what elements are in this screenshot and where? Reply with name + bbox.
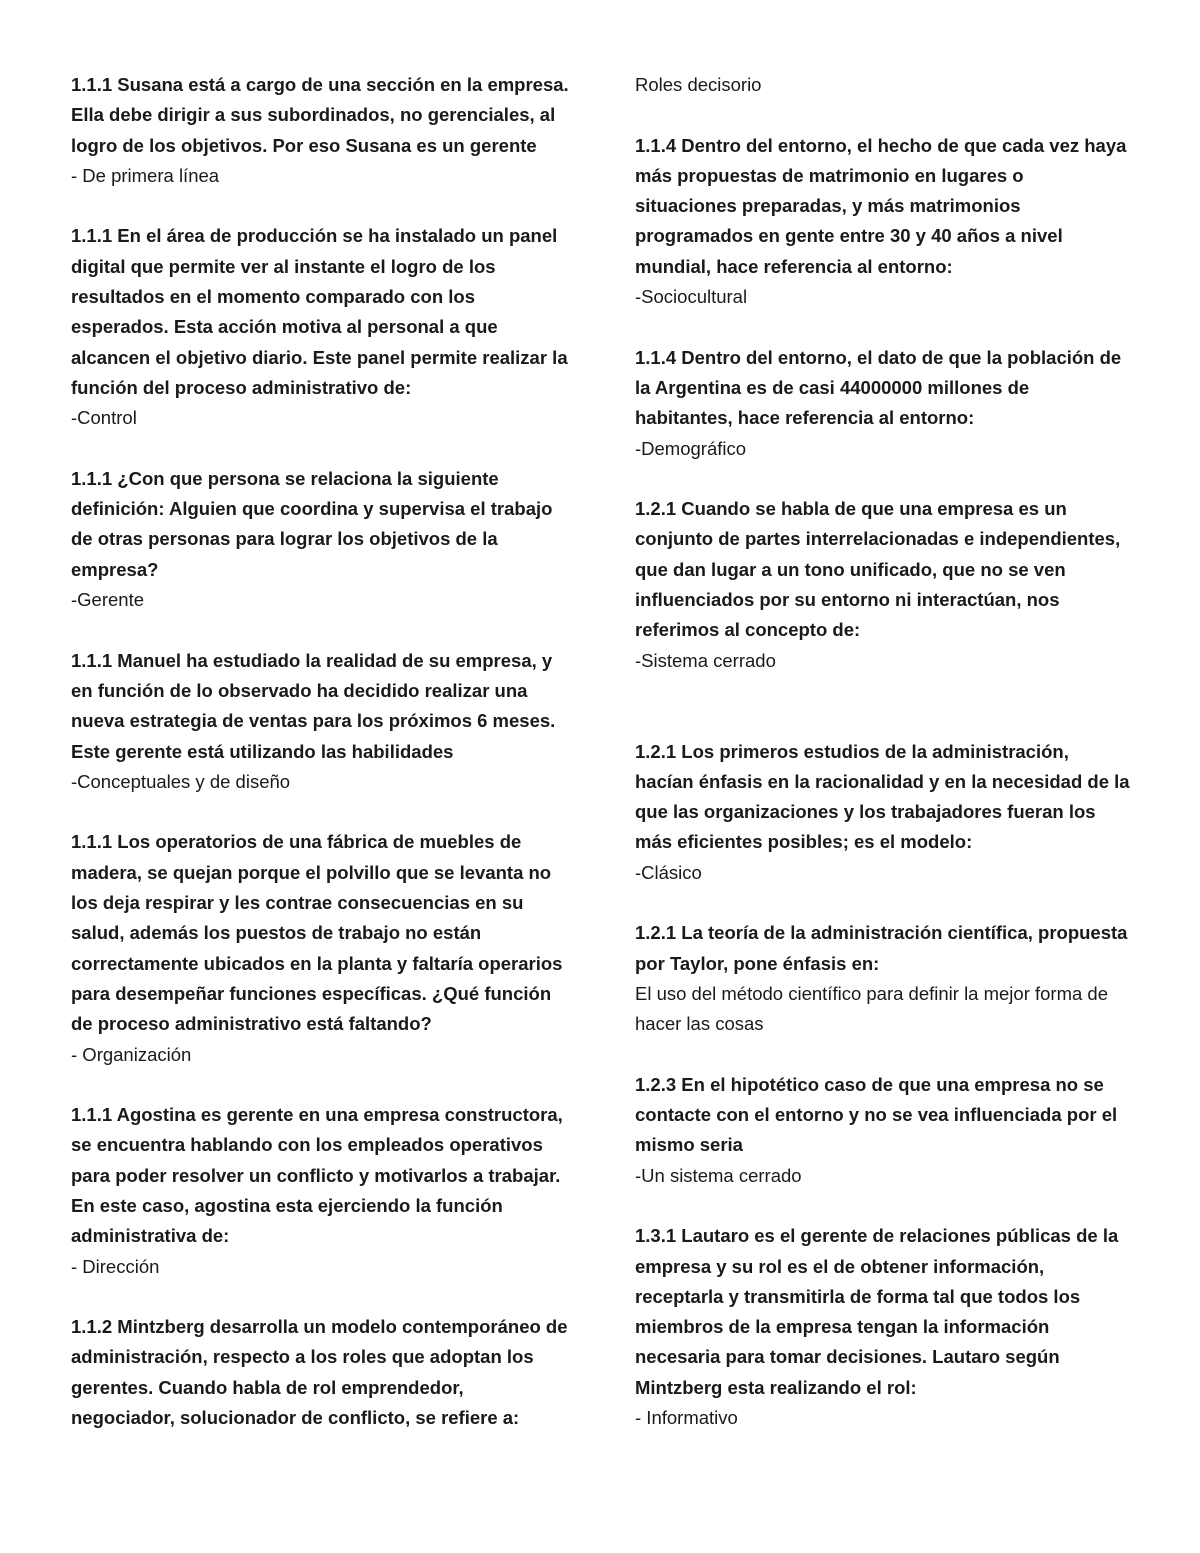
question-text: 1.1.4 Dentro del entorno, el dato de que la población de la Argentina es de casi 44000000 millones de habitantes, hace referencia al entorno: — [635, 346, 1122, 429]
question-text: 1.1.1 ¿Con que persona se relaciona la siguiente definición: Alguien que coordina y supervisa el trabajo de otras personas para lograr los objetivos de la empresa? — [71, 467, 553, 580]
right-column — [635, 70, 1130, 1433]
question-text: 1.1.1 Agostina es gerente en una empresa constructora, se encuentra hablando con los empleados operativos para poder resolver un conflicto y motivarlos a trabajar. En este caso, agostina esta ejerciendo la función administrativa de: — [71, 1104, 563, 1247]
answer-text: -Control — [71, 407, 137, 429]
left-column — [71, 70, 571, 1433]
question-text: 1.2.1 Los primeros estudios de la administración, hacían énfasis en la racionalidad y en la necesidad de la que las organizaciones y los trabajadores fueran los más eficientes posibles; es el modelo: — [635, 740, 1130, 853]
question-text: 1.1.2 Mintzberg desarrolla un modelo contemporáneo de administración, respecto a los roles que adoptan los gerentes. Cuando habla de rol emprendedor, negociador, solucionador de conflicto, se refiere a: — [71, 1316, 568, 1429]
answer-text: - Dirección — [71, 1255, 160, 1277]
answer-text: - De primera línea — [71, 164, 220, 186]
answer-text: -Sociocultural — [635, 286, 748, 308]
question-text: 1.2.3 En el hipotético caso de que una empresa no se contacte con el entorno y no se vea influenciada por el mismo seria — [635, 1073, 1118, 1156]
answer-text: -Demográfico — [635, 437, 747, 459]
question-text: 1.1.1 Susana está a cargo de una sección en la empresa. Ella debe dirigir a sus subordinados, no gerenciales, al logro de los objetivos. Por eso Susana es un gerente — [71, 74, 569, 156]
answer-text: - Informativo — [635, 1407, 738, 1429]
question-text: 1.3.1 Lautaro es el gerente de relaciones públicas de la empresa y su rol es el de obtener información, receptarla y transmitirla de forma tal que todos los miembros de la empresa tengan la información necesaria para tomar decisiones. Lautaro según Mintzberg esta realizando el rol: — [635, 1225, 1119, 1398]
question-text: 1.1.1 En el área de producción se ha instalado un panel digital que permite ver al instante el logro de los resultados en el momento comparado con los esperados. Esta acción motiva al personal a que alcancen el objetivo diario. Este panel permite realizar la función del proceso administrativo de: — [71, 225, 568, 398]
question-text: 1.2.1 La teoría de la administración científica, propuesta por Taylor, pone énfasis en: — [635, 922, 1128, 974]
answer-text: - Organización — [71, 1043, 192, 1065]
answer-text: El uso del método científico para definir la mejor forma de hacer las cosas — [635, 982, 1109, 1035]
question-text: 1.1.1 Manuel ha estudiado la realidad de su empresa, y en función de lo observado ha decidido realizar una nueva estrategia de ventas para los próximos 6 meses. Este gerente está utilizando las habilidades — [71, 649, 556, 762]
continued-answer-text: Roles decisorio — [635, 74, 762, 95]
answer-text: -Clásico — [635, 861, 702, 883]
answer-text: -Sistema cerrado — [635, 649, 776, 671]
answer-text: -Un sistema cerrado — [635, 1164, 802, 1186]
answer-text: -Gerente — [71, 589, 145, 611]
question-text: 1.1.4 Dentro del entorno, el hecho de que cada vez haya más propuestas de matrimonio en lugares o situaciones preparadas, y más matrimonios programados en gente entre 30 y 40 años a nivel mundial, hace referencia al entorno: — [635, 134, 1127, 277]
question-text: 1.1.1 Los operatorios de una fábrica de muebles de madera, se quejan porque el polvillo que se levanta no los deja respirar y les contrae consecuencias en su salud, además los puestos de trabajo no están correctamente ubicados en la planta y faltaría operarios para desempeñar funciones específicas. ¿Qué función de proceso administrativo está faltando? — [71, 831, 563, 1035]
answer-text: -Conceptuales y de diseño — [71, 770, 291, 792]
question-text: 1.2.1 Cuando se habla de que una empresa es un conjunto de partes interrelacionadas e independientes, que dan lugar a un tono unificado, que no se ven influenciados por su entorno ni interactúan, nos referimos al concepto de: — [635, 498, 1121, 641]
